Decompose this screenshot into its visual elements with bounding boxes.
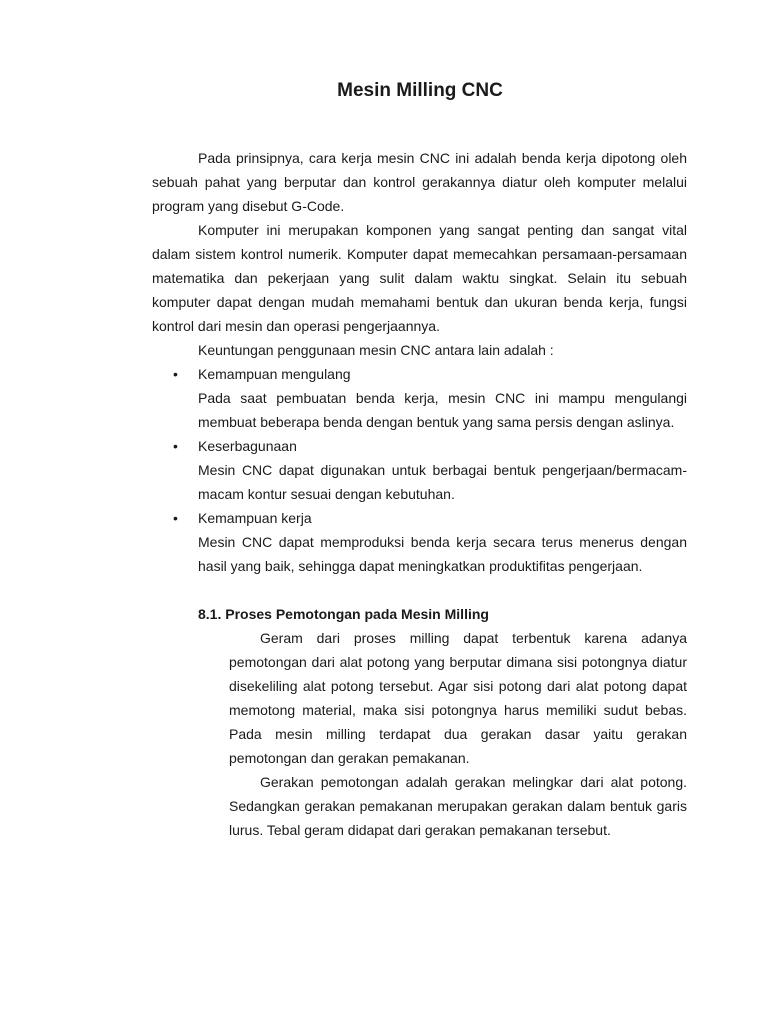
bullet-title: Kemampuan kerja xyxy=(198,510,312,526)
section-paragraph-geram: Geram dari proses milling dapat terbentuk karena adanya pemotongan dari alat potong yang berputar dimana sisi potongnya diatur disekeliling alat potong tersebut. Agar sisi potong dari alat potong dapat memotong material, maka sisi potongnya harus memiliki sudut bebas. Pada mesin milling terdapat dua gerakan dasar yaitu gerakan pemotongan dan gerakan pemakanan. xyxy=(229,630,687,766)
list-item xyxy=(152,506,687,578)
list-item xyxy=(152,362,687,434)
paragraph-computer: Komputer ini merupakan komponen yang sangat penting dan sangat vital dalam sistem kontrol numerik. Komputer dapat memecahkan persamaan-persamaan matematika dan pekerjaan yang sulit dalam waktu singkat. Selain itu sebuah komputer dapat dengan mudah memahami bentuk dan ukuran benda kerja, fungsi kontrol dari mesin dan operasi pengerjaannya. xyxy=(152,222,687,334)
bullet-icon: • xyxy=(173,366,178,382)
bullet-title: Keserbagunaan xyxy=(198,438,297,454)
advantages-list xyxy=(152,362,687,578)
bullet-icon: • xyxy=(173,510,178,526)
paragraph-intro: Pada prinsipnya, cara kerja mesin CNC ini adalah benda kerja dipotong oleh sebuah pahat yang berputar dan kontrol gerakannya diatur oleh komputer melalui program yang disebut G-Code. xyxy=(152,150,687,214)
section-spacer xyxy=(152,578,687,602)
bullet-description: Mesin CNC dapat digunakan untuk berbagai bentuk pengerjaan/bermacam-macam kontur sesuai dengan kebutuhan. xyxy=(198,462,687,502)
section-heading: 8.1. Proses Pemotongan pada Mesin Milling xyxy=(198,606,489,622)
page-title: Mesin Milling CNC xyxy=(337,80,503,101)
document-body xyxy=(152,146,687,842)
bullet-description: Pada saat pembuatan benda kerja, mesin CNC ini mampu mengulangi membuat beberapa benda dengan bentuk yang sama persis dengan aslinya. xyxy=(198,390,687,430)
paragraph-advantages-intro: Keuntungan penggunaan mesin CNC antara lain adalah : xyxy=(198,342,554,358)
bullet-description: Mesin CNC dapat memproduksi benda kerja secara terus menerus dengan hasil yang baik, sehingga dapat meningkatkan produktifitas pengerjaan. xyxy=(198,534,687,574)
section-paragraph-gerakan: Gerakan pemotongan adalah gerakan melingkar dari alat potong. Sedangkan gerakan pemakanan merupakan gerakan dalam bentuk garis lurus. Tebal geram didapat dari gerakan pemakanan tersebut. xyxy=(229,774,687,838)
bullet-title: Kemampuan mengulang xyxy=(198,366,351,382)
bullet-icon: • xyxy=(173,438,178,454)
list-item xyxy=(152,434,687,506)
